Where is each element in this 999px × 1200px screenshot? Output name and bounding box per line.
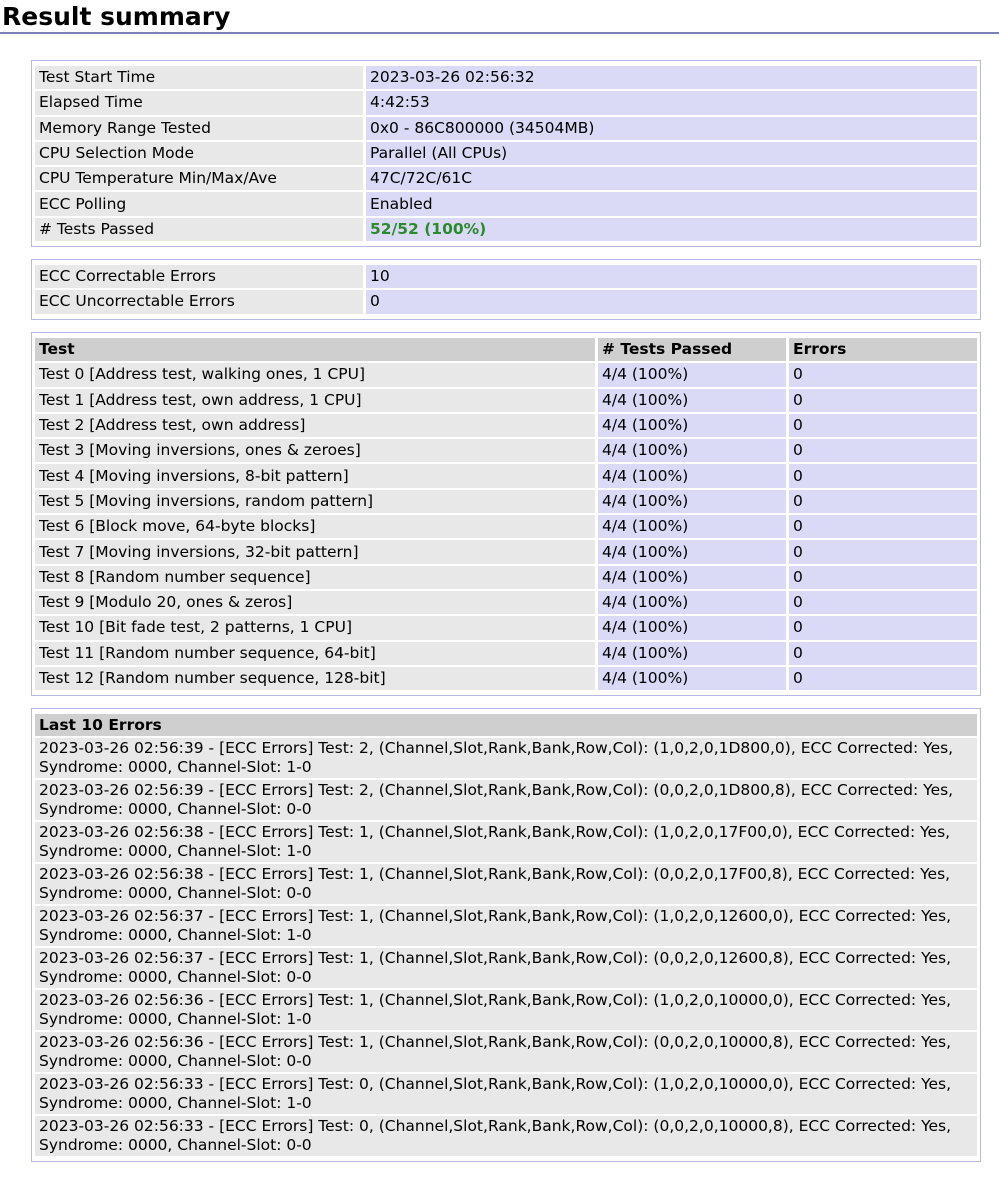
test-name: Test 9 [Modulo 20, ones & zeros] xyxy=(35,591,598,614)
table-row xyxy=(35,389,977,412)
list-item xyxy=(35,1074,977,1114)
ecc-label: ECC Correctable Errors xyxy=(35,265,366,288)
list-item xyxy=(35,864,977,904)
summary-label: Memory Range Tested xyxy=(35,117,366,140)
test-passed: 4/4 (100%) xyxy=(598,515,789,538)
ecc-panel xyxy=(31,259,981,320)
test-errors: 0 xyxy=(789,591,977,614)
table-row xyxy=(35,464,977,487)
error-entry: 2023-03-26 02:56:39 - [ECC Errors] Test: 2, (Channel,Slot,Rank,Bank,Row,Col): (1,0,2,0,1D800,0), ECC Corrected: Yes, Syndrome: 0000, Channel-Slot: 1-0 xyxy=(35,738,977,778)
error-entry: 2023-03-26 02:56:33 - [ECC Errors] Test: 0, (Channel,Slot,Rank,Bank,Row,Col): (0,0,2,0,10000,8), ECC Corrected: Yes, Syndrome: 0000, Channel-Slot: 0-0 xyxy=(35,1116,977,1156)
test-errors: 0 xyxy=(789,566,977,589)
test-errors: 0 xyxy=(789,490,977,513)
test-passed: 4/4 (100%) xyxy=(598,566,789,589)
summary-value: 4:42:53 xyxy=(366,91,977,114)
column-header-test: Test xyxy=(35,338,598,361)
table-row xyxy=(35,363,977,386)
table-row xyxy=(35,616,977,639)
test-name: Test 10 [Bit fade test, 2 patterns, 1 CPU] xyxy=(35,616,598,639)
error-entry: 2023-03-26 02:56:33 - [ECC Errors] Test: 0, (Channel,Slot,Rank,Bank,Row,Col): (1,0,2,0,10000,0), ECC Corrected: Yes, Syndrome: 0000, Channel-Slot: 1-0 xyxy=(35,1074,977,1114)
list-item xyxy=(35,780,977,820)
test-passed: 4/4 (100%) xyxy=(598,464,789,487)
error-entry: 2023-03-26 02:56:39 - [ECC Errors] Test: 2, (Channel,Slot,Rank,Bank,Row,Col): (0,0,2,0,1D800,8), ECC Corrected: Yes, Syndrome: 0000, Channel-Slot: 0-0 xyxy=(35,780,977,820)
error-entry: 2023-03-26 02:56:37 - [ECC Errors] Test: 1, (Channel,Slot,Rank,Bank,Row,Col): (1,0,2,0,12600,0), ECC Corrected: Yes, Syndrome: 0000, Channel-Slot: 1-0 xyxy=(35,906,977,946)
summary-value xyxy=(366,218,977,241)
errors-header-row xyxy=(35,714,977,736)
table-row xyxy=(35,490,977,513)
summary-table xyxy=(35,64,977,243)
list-item xyxy=(35,906,977,946)
test-errors: 0 xyxy=(789,414,977,437)
ecc-row-correctable xyxy=(35,265,977,288)
error-entry: 2023-03-26 02:56:36 - [ECC Errors] Test: 1, (Channel,Slot,Rank,Bank,Row,Col): (0,0,2,0,10000,8), ECC Corrected: Yes, Syndrome: 0000, Channel-Slot: 0-0 xyxy=(35,1032,977,1072)
error-entry: 2023-03-26 02:56:38 - [ECC Errors] Test: 1, (Channel,Slot,Rank,Bank,Row,Col): (0,0,2,0,17F00,8), ECC Corrected: Yes, Syndrome: 0000, Channel-Slot: 0-0 xyxy=(35,864,977,904)
test-passed: 4/4 (100%) xyxy=(598,667,789,690)
test-passed: 4/4 (100%) xyxy=(598,389,789,412)
summary-panel xyxy=(31,60,981,247)
table-row xyxy=(35,515,977,538)
summary-value: Parallel (All CPUs) xyxy=(366,142,977,165)
test-passed: 4/4 (100%) xyxy=(598,591,789,614)
test-name: Test 5 [Moving inversions, random pattern] xyxy=(35,490,598,513)
table-row xyxy=(35,642,977,665)
test-name: Test 1 [Address test, own address, 1 CPU] xyxy=(35,389,598,412)
list-item xyxy=(35,990,977,1030)
test-errors: 0 xyxy=(789,667,977,690)
test-passed: 4/4 (100%) xyxy=(598,414,789,437)
test-errors: 0 xyxy=(789,616,977,639)
test-name: Test 2 [Address test, own address] xyxy=(35,414,598,437)
ecc-value: 0 xyxy=(366,290,977,313)
test-errors: 0 xyxy=(789,464,977,487)
test-errors: 0 xyxy=(789,515,977,538)
test-passed: 4/4 (100%) xyxy=(598,363,789,386)
tests-passed-status: 52/52 (100%) xyxy=(370,219,487,238)
table-row xyxy=(35,414,977,437)
tests-table xyxy=(35,336,977,692)
ecc-value: 10 xyxy=(366,265,977,288)
summary-value: 47C/72C/61C xyxy=(366,167,977,190)
summary-label: ECC Polling xyxy=(35,192,366,215)
test-name: Test 3 [Moving inversions, ones & zeroes] xyxy=(35,439,598,462)
table-row xyxy=(35,591,977,614)
ecc-row-uncorrectable xyxy=(35,290,977,313)
errors-panel xyxy=(31,708,981,1162)
test-errors: 0 xyxy=(789,540,977,563)
summary-row-memory-range xyxy=(35,117,977,140)
tests-header-row xyxy=(35,338,977,361)
summary-row-tests-passed xyxy=(35,218,977,241)
test-passed: 4/4 (100%) xyxy=(598,490,789,513)
summary-value: 0x0 - 86C800000 (34504MB) xyxy=(366,117,977,140)
test-errors: 0 xyxy=(789,389,977,412)
test-passed: 4/4 (100%) xyxy=(598,439,789,462)
errors-header: Last 10 Errors xyxy=(35,714,977,736)
test-passed: 4/4 (100%) xyxy=(598,540,789,563)
list-item xyxy=(35,1116,977,1156)
table-row xyxy=(35,667,977,690)
summary-label: CPU Selection Mode xyxy=(35,142,366,165)
summary-label: Elapsed Time xyxy=(35,91,366,114)
ecc-label: ECC Uncorrectable Errors xyxy=(35,290,366,313)
summary-row-cpu-mode xyxy=(35,142,977,165)
summary-value: Enabled xyxy=(366,192,977,215)
list-item xyxy=(35,738,977,778)
test-errors: 0 xyxy=(789,642,977,665)
test-passed: 4/4 (100%) xyxy=(598,642,789,665)
summary-value: 2023-03-26 02:56:32 xyxy=(366,66,977,89)
summary-row-start-time xyxy=(35,66,977,89)
summary-label: # Tests Passed xyxy=(35,218,366,241)
table-row xyxy=(35,540,977,563)
error-entry: 2023-03-26 02:56:38 - [ECC Errors] Test: 1, (Channel,Slot,Rank,Bank,Row,Col): (1,0,2,0,17F00,0), ECC Corrected: Yes, Syndrome: 0000, Channel-Slot: 1-0 xyxy=(35,822,977,862)
summary-row-cpu-temp xyxy=(35,167,977,190)
error-entry: 2023-03-26 02:56:36 - [ECC Errors] Test: 1, (Channel,Slot,Rank,Bank,Row,Col): (1,0,2,0,10000,0), ECC Corrected: Yes, Syndrome: 0000, Channel-Slot: 1-0 xyxy=(35,990,977,1030)
ecc-table xyxy=(35,263,977,316)
test-name: Test 6 [Block move, 64-byte blocks] xyxy=(35,515,598,538)
test-passed: 4/4 (100%) xyxy=(598,616,789,639)
test-name: Test 0 [Address test, walking ones, 1 CPU] xyxy=(35,363,598,386)
test-name: Test 7 [Moving inversions, 32-bit pattern] xyxy=(35,540,598,563)
summary-label: CPU Temperature Min/Max/Ave xyxy=(35,167,366,190)
test-name: Test 4 [Moving inversions, 8-bit pattern] xyxy=(35,464,598,487)
summary-label: Test Start Time xyxy=(35,66,366,89)
tests-panel xyxy=(31,332,981,696)
summary-row-ecc-polling xyxy=(35,192,977,215)
test-name: Test 11 [Random number sequence, 64-bit] xyxy=(35,642,598,665)
table-row xyxy=(35,566,977,589)
column-header-passed: # Tests Passed xyxy=(598,338,789,361)
test-errors: 0 xyxy=(789,363,977,386)
summary-row-elapsed-time xyxy=(35,91,977,114)
error-entry: 2023-03-26 02:56:37 - [ECC Errors] Test: 1, (Channel,Slot,Rank,Bank,Row,Col): (0,0,2,0,12600,8), ECC Corrected: Yes, Syndrome: 0000, Channel-Slot: 0-0 xyxy=(35,948,977,988)
table-row xyxy=(35,439,977,462)
list-item xyxy=(35,948,977,988)
column-header-errors: Errors xyxy=(789,338,977,361)
page-title: Result summary xyxy=(0,0,999,34)
test-errors: 0 xyxy=(789,439,977,462)
list-item xyxy=(35,1032,977,1072)
list-item xyxy=(35,822,977,862)
test-name: Test 12 [Random number sequence, 128-bit] xyxy=(35,667,598,690)
errors-table xyxy=(35,712,977,1158)
test-name: Test 8 [Random number sequence] xyxy=(35,566,598,589)
